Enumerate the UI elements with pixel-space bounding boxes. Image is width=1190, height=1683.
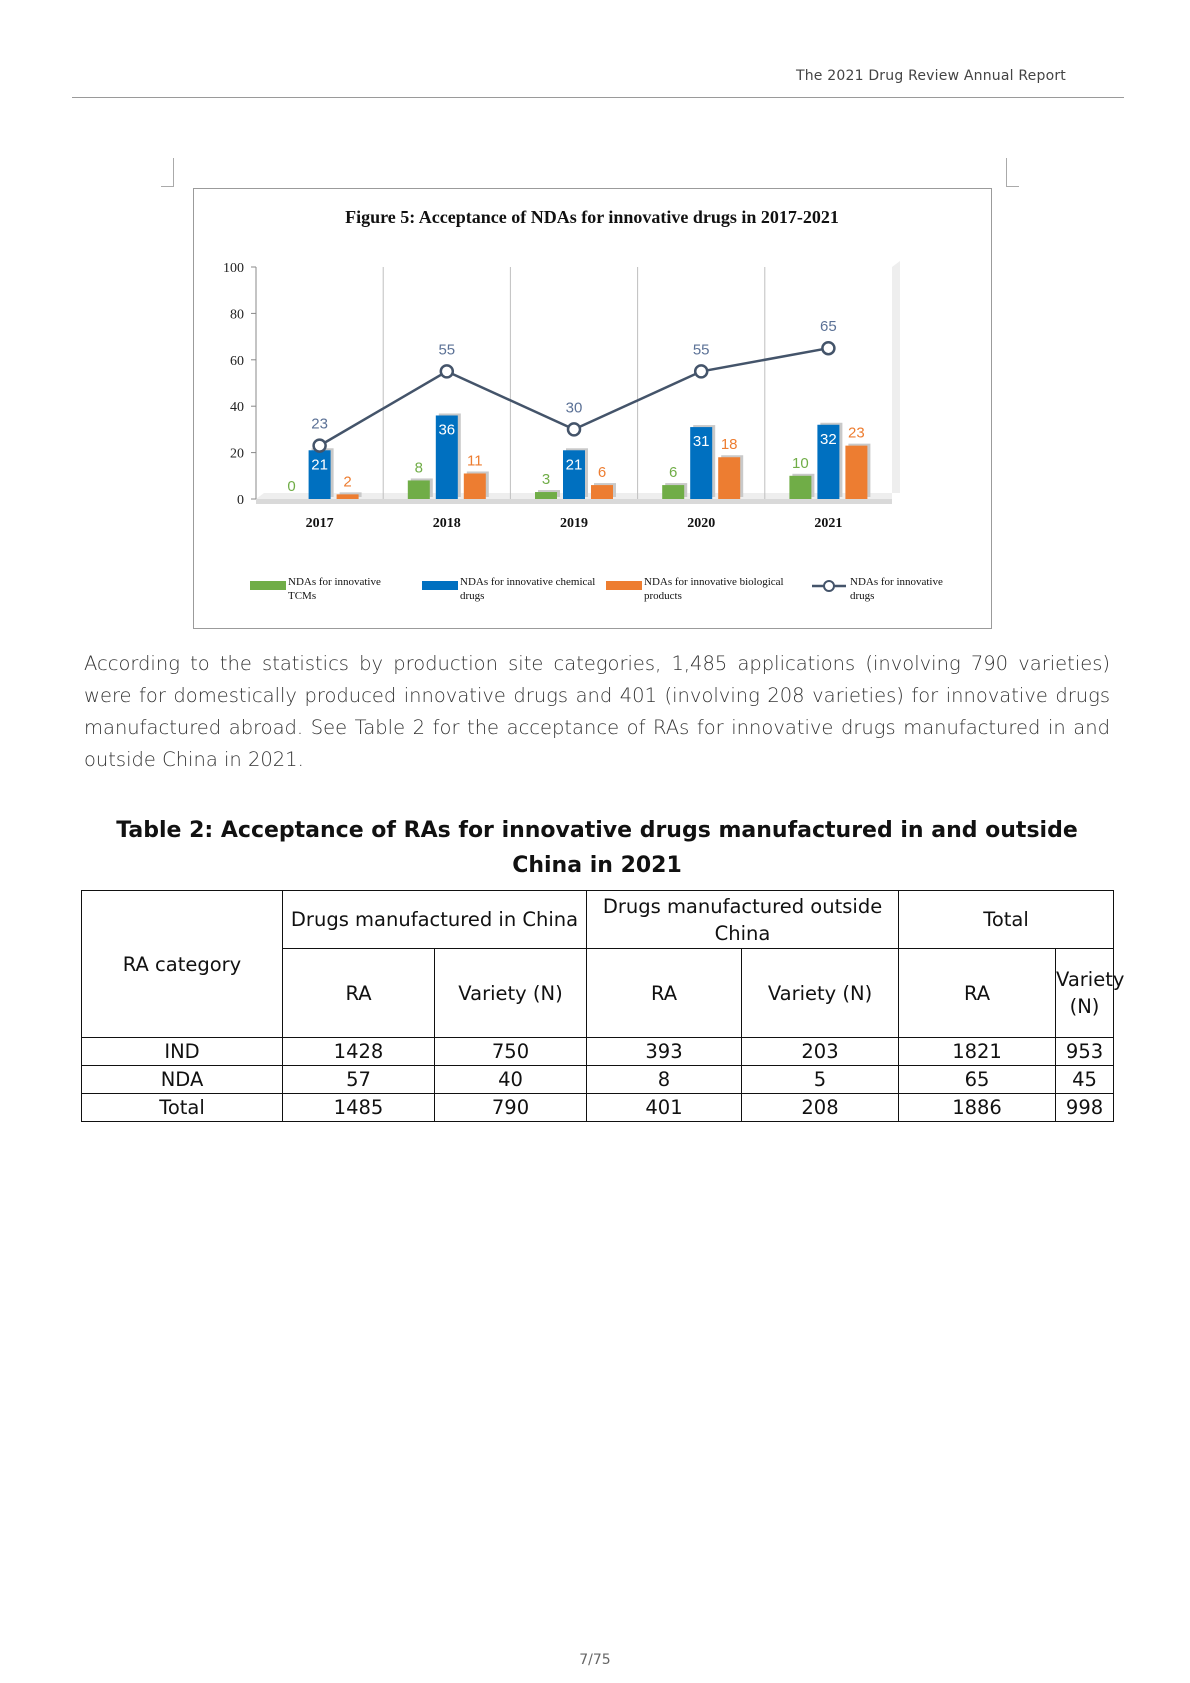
line-data-label: 55 [692,341,710,359]
line-point [822,342,834,354]
table-cell: 1821 [899,1038,1056,1066]
table-cell: 1886 [899,1094,1056,1122]
x-tick-label: 2017 [305,516,334,531]
x-tick-label: 2021 [814,516,843,531]
legend-label: NDAs for innovative chemical drugs [460,576,596,602]
bar-data-label: 32 [820,430,837,448]
line-point [695,365,707,377]
chart-title: Figure 5: Acceptance of NDAs for innovative drugs in 2017-2021 [345,207,839,227]
table-cell: 203 [742,1038,899,1066]
bar-data-label: 6 [669,464,678,482]
legend-label: NDAs for innovative TCMs [288,576,381,602]
y-tick-label: 80 [230,307,244,323]
table-cell: 1485 [283,1094,435,1122]
bar [337,494,359,499]
legend-swatch [606,581,642,590]
y-tick-label: 100 [223,261,244,276]
row-category: IND [82,1038,283,1066]
bar-line-chart [194,189,991,628]
x-tick-label: 2020 [687,516,716,531]
sub-header-ra: RA [283,949,435,1038]
bar [662,485,684,499]
bar [535,492,557,499]
table-cell: 401 [587,1094,742,1122]
table-cell: 45 [1056,1066,1114,1094]
bar-data-label: 21 [311,456,328,474]
line-point [441,365,453,377]
crop-mark-left [161,158,174,187]
bar [464,473,486,499]
group-header-total: Total [899,891,1114,949]
bar-data-label: 2 [343,473,352,491]
legend-label: NDAs for innovative biological products [644,576,784,602]
table-cell: 953 [1056,1038,1114,1066]
table-cell: 1428 [283,1038,435,1066]
page-number: 7/75 [579,1652,611,1668]
table-cell: 998 [1056,1094,1114,1122]
legend-swatch [422,581,458,590]
body-paragraph: According to the statistics by production site categories, 1,485 applications (involving 790 varieties) were for domestically produced innovative drugs and 401 (involving 208 varieties) for innovative drugs manufactured abroad. See Table 2 for the acceptance of RAs for innovative drugs manufactured in and outside China in 2021. [84,652,1110,771]
line-data-label: 55 [438,341,456,359]
group-header-outside: Drugs manufactured outside China [587,891,899,949]
bar [718,457,740,499]
line-point [314,440,326,452]
table-cell: 8 [587,1066,742,1094]
bar-data-label: 21 [565,456,583,474]
bar [789,476,811,499]
sub-header-variety: Variety (N) [742,949,899,1038]
sub-header-ra: RA [899,949,1056,1038]
bar-data-label: 11 [467,452,483,470]
line-data-label: 65 [820,318,837,336]
bar-data-label: 36 [438,421,456,439]
legend-swatch-marker [824,581,834,591]
table-cell: 393 [587,1038,742,1066]
y-tick-label: 60 [230,353,244,369]
y-tick-label: 0 [237,493,244,508]
bar-data-label: 3 [541,471,551,489]
category-header: RA category [82,891,283,1038]
bar [408,480,430,499]
bar-data-label: 10 [792,454,809,472]
legend-swatch [250,581,286,590]
table-cell: 790 [435,1094,587,1122]
bar [845,446,867,499]
x-tick-label: 2019 [560,516,588,531]
plot-floor [256,499,892,504]
sub-header-ra: RA [587,949,742,1038]
table-cell: 750 [435,1038,587,1066]
bar-data-label: 23 [848,424,865,442]
line-data-label: 30 [565,399,583,417]
acceptance-table [81,890,1125,1122]
bar [591,485,613,499]
table-cell: 208 [742,1094,899,1122]
table-cell: 40 [435,1066,587,1094]
line-data-label: 23 [311,415,328,433]
table-row [82,1038,1114,1066]
table-title: Table 2: Acceptance of RAs for innovative drugs manufactured in and outside China in 2021 [116,818,1078,878]
legend-label: NDAs for innovative drugs [850,576,943,602]
bar-data-label: 0 [287,478,296,495]
header-rule [72,97,1124,98]
crop-mark-right [1006,158,1019,187]
x-tick-label: 2018 [432,516,461,531]
y-tick-label: 40 [230,400,244,416]
table-row [82,1094,1114,1122]
group-header-china: Drugs manufactured in China [283,891,587,949]
bar-data-label: 31 [692,433,710,451]
table-row [82,1066,1114,1094]
figure-5 [193,188,992,629]
sub-header-variety: Variety (N) [435,949,587,1038]
line-point [568,423,580,435]
y-tick-label: 20 [230,446,244,462]
sub-header-variety: Variety (N) [1056,949,1114,1038]
bar-data-label: 18 [720,436,738,454]
table-cell: 5 [742,1066,899,1094]
running-header: The 2021 Drug Review Annual Report [795,68,1066,84]
bar-data-label: 8 [414,459,423,477]
table-cell: 65 [899,1066,1056,1094]
bar-data-label: 6 [597,464,607,482]
row-category: Total [82,1094,283,1122]
row-category: NDA [82,1066,283,1094]
table-cell: 57 [283,1066,435,1094]
